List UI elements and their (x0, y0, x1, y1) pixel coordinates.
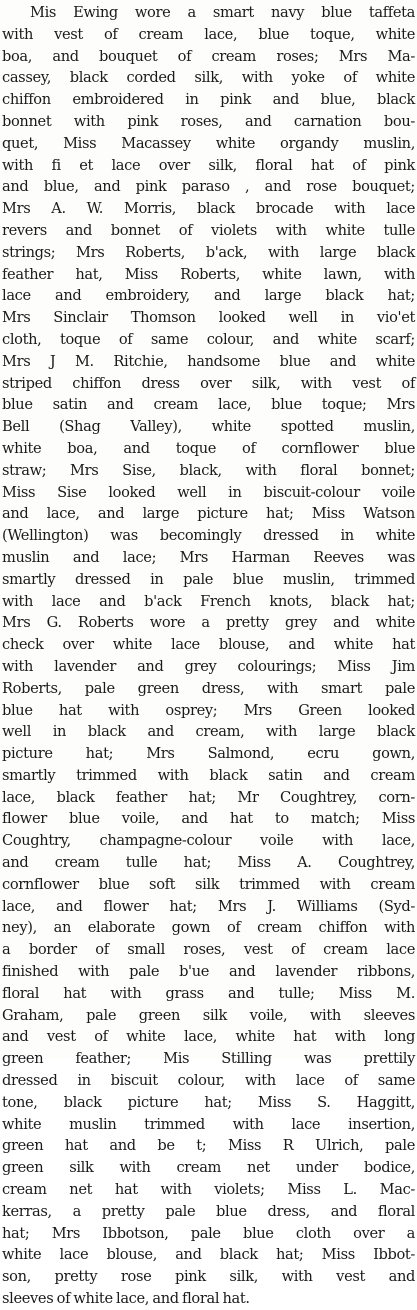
article-line: lace, black feather hat; Mr Coughtrey, corn- (2, 788, 415, 806)
article-line: son, pretty rose pink silk, with vest and (2, 1268, 415, 1286)
article-line: cloth, toque of same colour, and white scarf; (2, 330, 415, 348)
article-line: smartly trimmed with black satin and cream (2, 766, 415, 784)
article-line: with lace and b'ack French knots, black hat; (2, 592, 415, 610)
article-line: Mis Ewing wore a smart navy blue taffeta (30, 4, 415, 21)
article-line: well in black and cream, with large black (2, 723, 415, 741)
article-line: Mrs G. Roberts wore a pretty grey and white (2, 614, 415, 632)
article-line: Coughtry, champagne-colour voile with lace, (2, 832, 415, 850)
article-column (2, 2, 415, 1310)
article-line: blue hat with osprey; Mrs Green looked (2, 701, 415, 719)
article-line: smartly dressed in pale blue muslin, trimmed (2, 570, 415, 588)
article-line: lace, and flower hat; Mrs J. Williams (Syd- (2, 897, 415, 915)
article-line: Graham, pale green silk voile, with sleeves (2, 1006, 415, 1024)
article-line: and cream tulle hat; Miss A. Coughtrey, (2, 854, 415, 872)
article-line: cornflower blue soft silk trimmed with cream (2, 875, 415, 893)
article-line: revers and bonnet of violets with white tulle (2, 221, 415, 239)
article-line: Bell (Shag Valley), white spotted muslin, (2, 418, 415, 436)
article-line: and blue, and pink paraso , and rose bouquet; (2, 178, 415, 196)
article-line: floral hat with grass and tulle; Miss M. (2, 984, 415, 1002)
article-line: and lace, and large picture hat; Miss Watson (2, 505, 415, 523)
article-line: and vest of white lace, white hat with long (2, 1028, 415, 1046)
article-line: Miss Sise looked well in biscuit-colour voile (2, 483, 415, 501)
article-line: Mrs J M. Ritchie, handsome blue and white (2, 352, 415, 370)
article-line: straw; Mrs Sise, black, with floral bonnet; (2, 461, 415, 479)
article-line: sleeves of white lace, and floral hat. (2, 1290, 250, 1308)
article-line: with lavender and grey colourings; Miss Jim (2, 657, 415, 675)
article-line: bonnet with pink roses, and carnation bou- (2, 112, 415, 130)
article-line: a border of small roses, vest of cream lace (2, 941, 415, 959)
article-line: blue satin and cream lace, blue toque; Mrs (2, 396, 415, 414)
article-line: flower blue voile, and hat to match; Miss (2, 810, 415, 828)
article-line: strings; Mrs Roberts, b'ack, with large black (2, 243, 415, 261)
article-line: kerras, a pretty pale blue dress, and floral (2, 1202, 415, 1220)
article-line: lace and embroidery, and large black hat; (2, 287, 415, 305)
article-line: dressed in biscuit colour, with lace of same (2, 1072, 415, 1090)
article-line: Mrs A. W. Morris, black brocade with lace (2, 200, 415, 218)
article-line: picture hat; Mrs Salmond, ecru gown, (2, 745, 415, 763)
article-line: white lace blouse, and black hat; Miss Ibbot- (2, 1246, 415, 1264)
article-line: hat; Mrs Ibbotson, pale blue cloth over a (2, 1224, 415, 1242)
article-line: finished with pale b'ue and lavender ribbons, (2, 963, 415, 981)
article-line: with vest of cream lace, blue toque, white (2, 25, 415, 43)
article-line: with fi et lace over silk, floral hat of pink (2, 156, 415, 174)
article-line: ney), an elaborate gown of cream chiffon with (2, 919, 415, 937)
article-line: boa, and bouquet of cream roses; Mrs Ma- (2, 47, 415, 65)
article-line: white muslin trimmed with lace insertion, (2, 1115, 415, 1133)
article-line: striped chiffon dress over silk, with vest of (2, 374, 415, 392)
article-line: Mrs Sinclair Thomson looked well in vio'et (2, 309, 415, 327)
article-line: tone, black picture hat; Miss S. Haggitt, (2, 1093, 415, 1111)
article-line: green feather; Mis Stilling was prettily (2, 1050, 415, 1068)
article-line: cream net hat with violets; Miss L. Mac- (2, 1181, 415, 1199)
article-line: feather hat, Miss Roberts, white lawn, with (2, 265, 415, 283)
article-line: chiffon embroidered in pink and blue, black (2, 91, 415, 109)
article-line: cassey, black corded silk, with yoke of white (2, 69, 415, 87)
article-line: quet, Miss Macassey white organdy muslin, (2, 134, 415, 152)
article-line: green silk with cream net under bodice, (2, 1159, 415, 1177)
article-line: (Wellington) was becomingly dressed in white (2, 527, 415, 545)
article-line: Roberts, pale green dress, with smart pale (2, 679, 415, 697)
article-line: muslin and lace; Mrs Harman Reeves was (2, 548, 415, 566)
article-line: check over white lace blouse, and white hat (2, 636, 415, 654)
article-line: green hat and be t; Miss R Ulrich, pale (2, 1137, 415, 1155)
article-line: white boa, and toque of cornflower blue (2, 439, 415, 457)
